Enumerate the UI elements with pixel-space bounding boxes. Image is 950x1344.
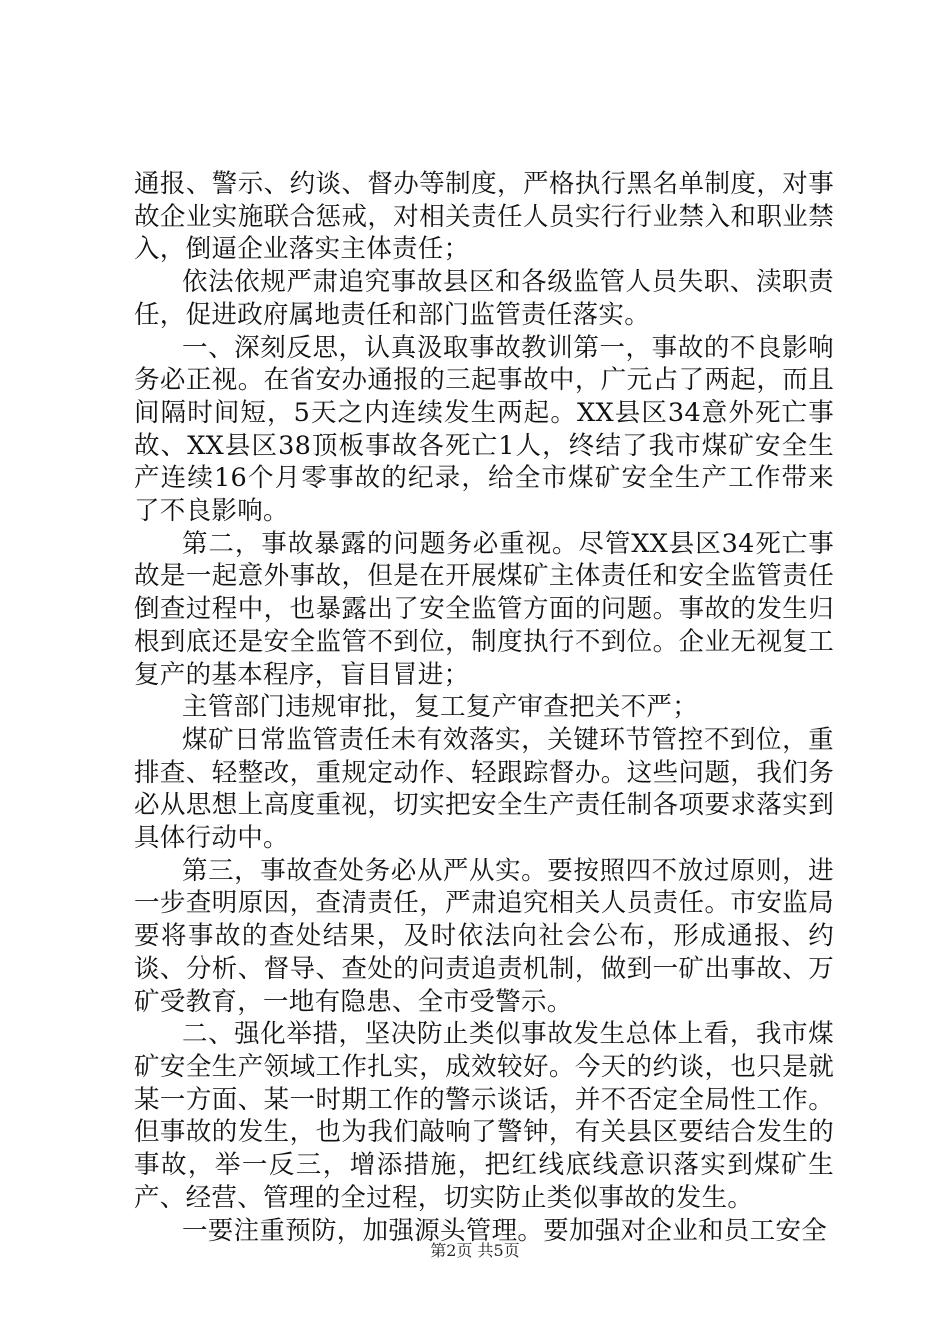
paragraph: 通报、警示、约谈、督办等制度，严格执行黑名单制度，对事故企业实施联合惩戒，对相关责任人员实行行业禁入和职业禁入，倒逼企业落实主体责任； — [134, 169, 834, 265]
paragraph: 煤矿日常监管责任未有效落实，关键环节管控不到位，重排查、轻整改，重规定动作、轻跟踪督办。这些问题，我们务必从思想上高度重视，切实把安全生产责任制各项要求落实到具体行动中。 — [134, 724, 834, 854]
paragraph: 一要注重预防，加强源头管理。要加强对企业和员工安全 — [182, 1215, 828, 1246]
paragraph: 主管部门违规审批，复工复产审查把关不严； — [182, 692, 699, 723]
paragraph: 第三，事故查处务必从严从实。要按照四不放过原则，进一步查明原因，查清责任，严肃追究相关人员责任。市安监局要将事故的查处结果，及时依法向社会公布，形成通报、约谈、分析、督导、查处的问责追责机制，做到一矿出事故、万矿受教育，一地有隐患、全市受警示。 — [134, 855, 834, 1017]
paragraph: 二、强化举措，坚决防止类似事故发生总体上看，我市煤矿安全生产领域工作扎实，成效较好。今天的约谈，也只是就某一方面、某一时期工作的警示谈话，并不否定全局性工作。但事故的发生，也为我们敲响了警钟，有关县区要结合发生的事故，举一反三，增添措施，把红线底线意识落实到煤矿生产、经营、管理的全过程，切实防止类似事故的发生。 — [134, 1019, 834, 1213]
paragraph: 第二，事故暴露的问题务必重视。尽管XX县区34死亡事故是一起意外事故，但是在开展煤矿主体责任和安全监管责任倒查过程中，也暴露出了安全监管方面的问题。事故的发生归根到底还是安全监管不到位，制度执行不到位。企业无视复工复产的基本程序，盲目冒进； — [134, 528, 834, 690]
page-number-footer: 第2页 共5页 — [430, 1241, 520, 1260]
paragraph: 依法依规严肃追究事故县区和各级监管人员失职、渎职责任，促进政府属地责任和部门监管责任落实。 — [134, 267, 834, 330]
document-body — [134, 168, 834, 1247]
paragraph: 一、深刻反思，认真汲取事故教训第一，事故的不良影响务必正视。在省安办通报的三起事故中，广元占了两起，而且间隔时间短，5天之内连续发生两起。XX县区34意外死亡事故、XX县区38顶板事故各死亡1人，终结了我市煤矿安全生产连续16个月零事故的纪录，给全市煤矿安全生产工作带来了不良影响。 — [134, 332, 834, 527]
